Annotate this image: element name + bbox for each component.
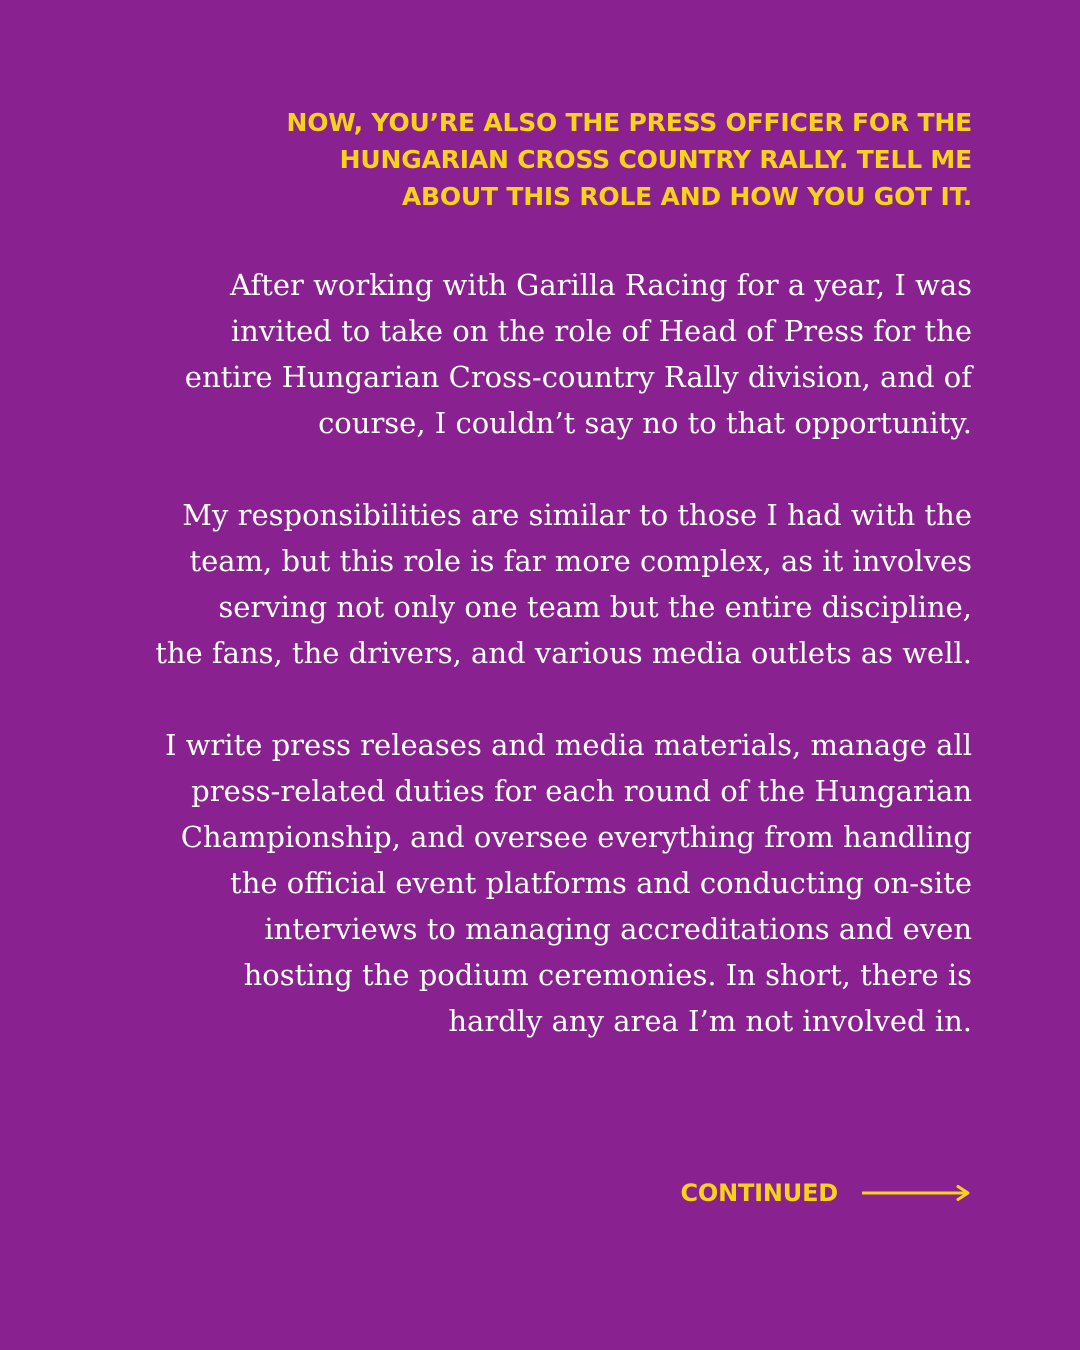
- answer-line: interviews to managing accreditations and even: [264, 912, 972, 946]
- answer-paragraph: [92, 492, 972, 676]
- answer-body: [92, 262, 972, 1044]
- continued-label: CONTINUED: [680, 1179, 838, 1207]
- answer-line: press-related duties for each round of the Hungarian: [191, 774, 972, 808]
- answer-line: hosting the podium ceremonies. In short, there is: [243, 958, 972, 992]
- question-line: ABOUT THIS ROLE AND HOW YOU GOT IT.: [401, 182, 972, 211]
- question-heading: [192, 104, 972, 215]
- question-line: HUNGARIAN CROSS COUNTRY RALLY. TELL ME: [339, 145, 972, 174]
- answer-line: team, but this role is far more complex, as it involves: [189, 544, 972, 578]
- answer-paragraph: [92, 722, 972, 1044]
- answer-line: hardly any area I’m not involved in.: [448, 1004, 972, 1038]
- arrow-right-icon: [862, 1185, 972, 1201]
- continued-link[interactable]: [681, 1177, 973, 1209]
- answer-line: invited to take on the role of Head of Press for the: [230, 314, 972, 348]
- answer-paragraph: [92, 262, 972, 446]
- answer-line: serving not only one team but the entire discipline,: [218, 590, 972, 624]
- answer-line: I write press releases and media materials, manage all: [164, 728, 972, 762]
- answer-line: entire Hungarian Cross-country Rally division, and of: [184, 360, 972, 394]
- question-line: NOW, YOU’RE ALSO THE PRESS OFFICER FOR THE: [286, 108, 972, 137]
- answer-line: My responsibilities are similar to those I had with the: [182, 498, 972, 532]
- answer-line: course, I couldn’t say no to that opportunity.: [318, 406, 972, 440]
- answer-line: After working with Garilla Racing for a year, I was: [230, 268, 972, 302]
- answer-line: the official event platforms and conducting on-site: [230, 866, 972, 900]
- answer-line: the fans, the drivers, and various media outlets as well.: [155, 636, 972, 670]
- answer-line: Championship, and oversee everything from handling: [180, 820, 972, 854]
